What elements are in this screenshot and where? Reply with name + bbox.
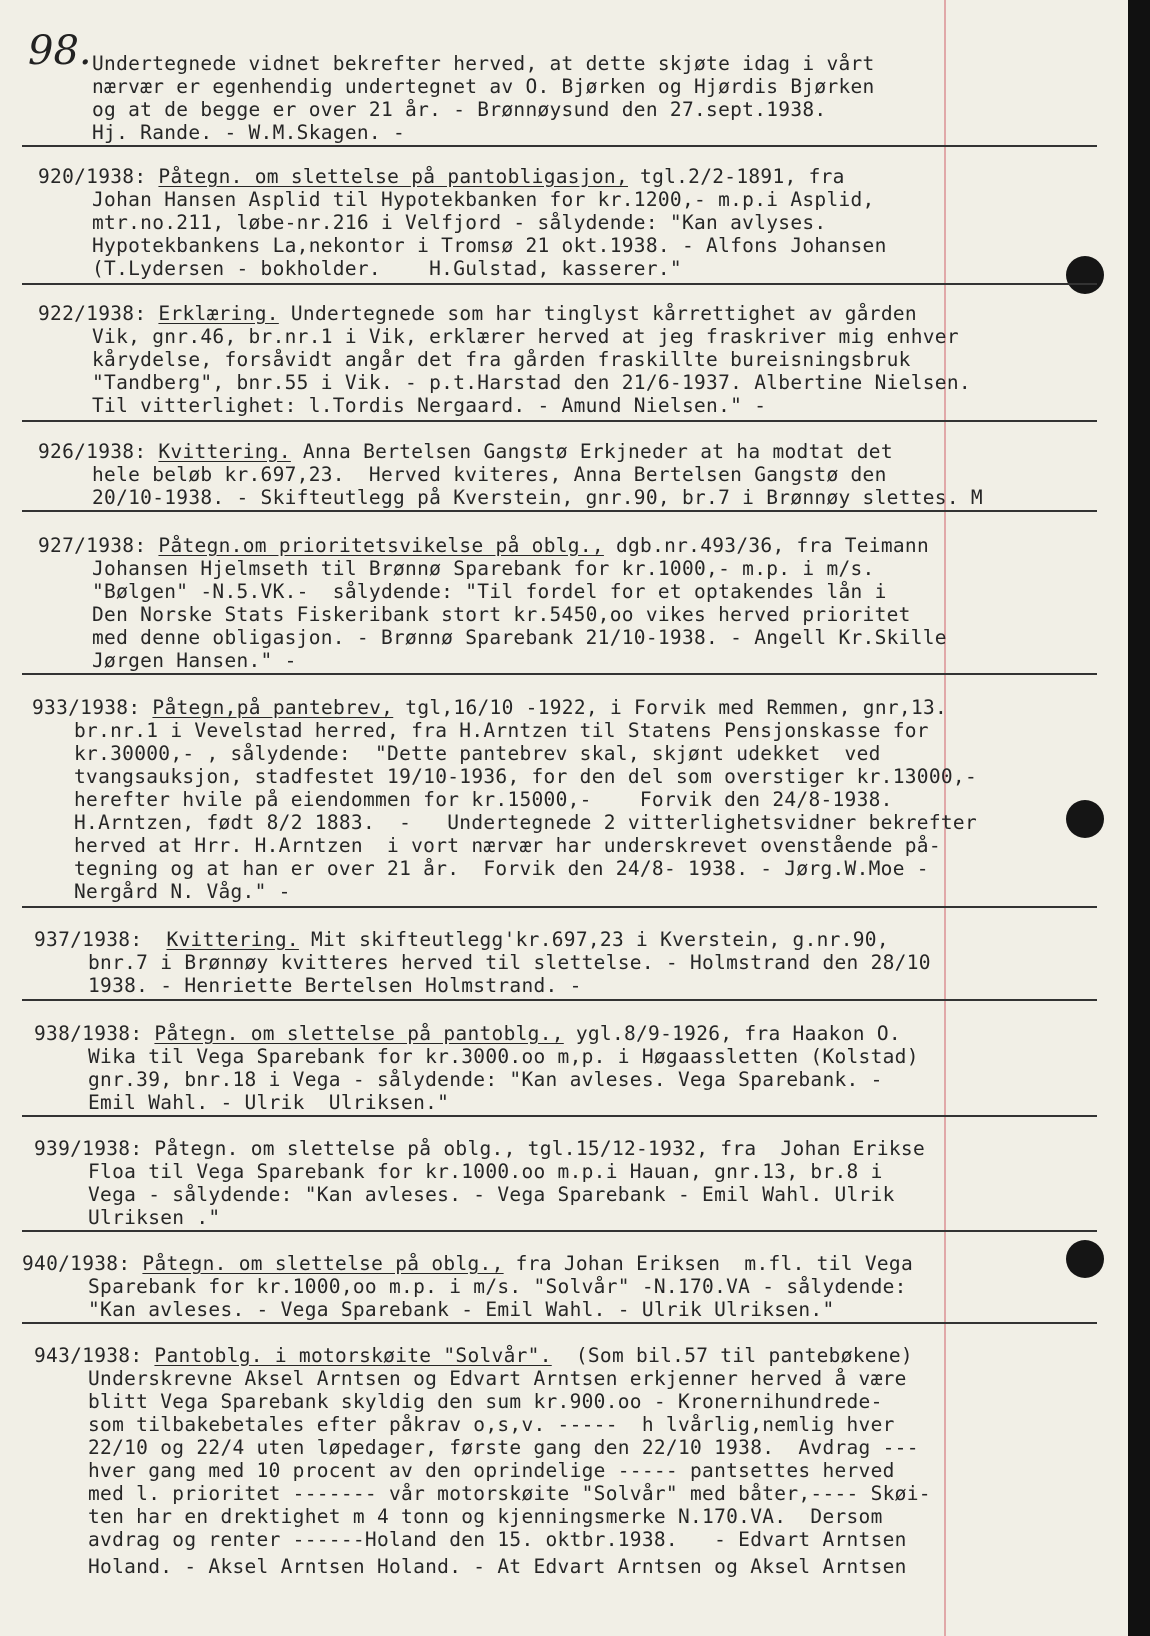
entry-text: Anna Bertelsen Gangstø Erkjneder at ha modtat det (290, 440, 893, 463)
entry-text: Undertegnede som har tinglyst kårrettighet av gården (278, 302, 917, 325)
entry-line: ten har en drektighet m 4 tonn og kjenningsmerke N.170.VA. Dersom (88, 1505, 883, 1528)
entry-line: "Tandberg", bnr.55 i Vik. - p.t.Harstad den 21/6-1937. Albertine Nielsen. (92, 371, 971, 394)
entry-text: Påtegn. om slettelse på oblg., tgl.15/12-1932, fra Johan Erikse (154, 1137, 925, 1160)
header-line: Undertegnede vidnet bekrefter herved, at dette skjøte idag i vårt (92, 52, 875, 75)
divider (22, 145, 1097, 147)
header-line: Hj. Rande. - W.M.Skagen. - (92, 121, 406, 144)
entry-line: Den Norske Stats Fiskeribank stort kr.5450,oo vikes herved prioritet (92, 603, 911, 626)
divider (22, 906, 1097, 908)
punch-hole (1066, 256, 1104, 294)
entry-heading (38, 440, 893, 463)
entry-line: Holand. - Aksel Arntsen Holand. - At Edvart Arntsen og Aksel Arntsen (88, 1555, 907, 1578)
entry-line: Hypotekbankens La,nekontor i Tromsø 21 okt.1938. - Alfons Johansen (92, 234, 887, 257)
entry-line: Vik, gnr.46, br.nr.1 i Vik, erklærer herved at jeg fraskriver mig enhver (92, 325, 959, 348)
entry-heading (34, 1022, 901, 1045)
entry-line: hver gang med 10 procent av den oprindelige ----- pantsettes herved (88, 1459, 895, 1482)
entry-line: Johan Hansen Asplid til Hypotekbanken for kr.1200,- m.p.i Asplid, (92, 188, 875, 211)
entry-number: 920/1938: (38, 165, 147, 188)
entry-line: 20/10-1938. - Skifteutlegg på Kverstein, gnr.90, br.7 i Brønnøy slettes. M (92, 486, 983, 509)
entry-heading (38, 302, 917, 325)
entry-line: Wika til Vega Sparebank for kr.3000.oo m,p. i Høgaassletten (Kolstad) (88, 1045, 919, 1068)
divider (22, 510, 1097, 512)
entry-line: Jørgen Hansen." - (92, 649, 297, 672)
entry-number: 937/1938: (34, 928, 143, 951)
entry-line: tegning og at han er over 21 år. Forvik den 24/8- 1938. - Jørg.W.Moe - (74, 857, 929, 880)
entry-heading (22, 1252, 913, 1275)
divider (22, 999, 1097, 1001)
entry-line: bnr.7 i Brønnøy kvitteres herved til slettelse. - Holmstrand den 28/10 (88, 951, 931, 974)
entry-line: 1938. - Henriette Bertelsen Holmstrand. - (88, 974, 582, 997)
divider (22, 673, 1097, 675)
entry-line: Johansen Hjelmseth til Brønnø Sparebank for kr.1000,- m.p. i m/s. (92, 557, 875, 580)
punch-hole (1066, 1240, 1104, 1278)
entry-number: 927/1938: (38, 534, 147, 557)
entry-title: Kvittering. (166, 928, 299, 951)
entry-line: (T.Lydersen - bokholder. H.Gulstad, kasserer." (92, 257, 682, 280)
entry-line: 22/10 og 22/4 uten løpedager, første gang den 22/10 1938. Avdrag --- (88, 1436, 919, 1459)
entry-text: fra Johan Eriksen m.fl. til Vega (503, 1252, 913, 1275)
entry-heading (34, 1344, 913, 1367)
entry-number: 922/1938: (38, 302, 147, 325)
entry-number: 939/1938: (34, 1137, 143, 1160)
entry-title: Pantoblg. i motorskøite "Solvår". (154, 1344, 552, 1367)
entry-number: 943/1938: (34, 1344, 143, 1367)
entry-heading (38, 534, 929, 557)
entry-line: Vega - sålydende: "Kan avleses. - Vega Sparebank - Emil Wahl. Ulrik (88, 1183, 895, 1206)
divider (22, 1322, 1097, 1324)
entry-title: Påtegn. om slettelse på oblg., (142, 1252, 504, 1275)
entry-title: Erklæring. (158, 302, 279, 325)
entry-line: br.nr.1 i Vevelstad herred, fra H.Arntzen til Statens Pensjonskasse for (74, 719, 929, 742)
entry-line: Floa til Vega Sparebank for kr.1000.oo m.p.i Hauan, gnr.13, br.8 i (88, 1160, 883, 1183)
entry-number: 940/1938: (22, 1252, 131, 1275)
entry-line: mtr.no.211, løbe-nr.216 i Velfjord - sålydende: "Kan avlyses. (92, 211, 827, 234)
entry-number: 926/1938: (38, 440, 147, 463)
entry-text: tgl.2/2-1891, fra (627, 165, 845, 188)
entry-line: herefter hvile på eiendommen for kr.15000,- Forvik den 24/8-1938. (74, 788, 893, 811)
entry-title: Påtegn,på pantebrev, (152, 696, 394, 719)
divider (22, 420, 1097, 422)
entry-line: med denne obligasjon. - Brønnø Sparebank 21/10-1938. - Angell Kr.Skille (92, 626, 947, 649)
entry-line: Sparebank for kr.1000,oo m.p. i m/s. "Solvår" -N.170.VA - sålydende: (88, 1275, 907, 1298)
entry-title: Påtegn.om prioritetsvikelse på oblg., (158, 534, 604, 557)
entry-number: 938/1938: (34, 1022, 143, 1045)
entry-line: avdrag og renter ------Holand den 15. oktbr.1938. - Edvart Arntsen (88, 1528, 907, 1551)
entry-line: "Bølgen" -N.5.VK.- sålydende: "Til fordel for et optakendes lån i (92, 580, 887, 603)
entry-line: Ulriksen ." (88, 1206, 221, 1229)
entry-title: Kvittering. (158, 440, 291, 463)
divider (22, 1115, 1097, 1117)
entry-line: hele beløb kr.697,23. Herved kviteres, Anna Bertelsen Gangstø den (92, 463, 887, 486)
entry-line: med l. prioritet ------- vår motorskøite "Solvår" med båter,---- Skøi- (88, 1482, 931, 1505)
entry-line: "Kan avleses. - Vega Sparebank - Emil Wahl. - Ulrik Ulriksen." (88, 1298, 835, 1321)
entry-heading (34, 1137, 925, 1160)
entry-line: Emil Wahl. - Ulrik Ulriksen." (88, 1091, 450, 1114)
punch-hole (1066, 800, 1104, 838)
entry-text: ygl.8/9-1926, fra Haakon O. (563, 1022, 901, 1045)
entry-line: H.Arntzen, født 8/2 1883. - Undertegnede 2 vitterlighetsvidner bekrefter (74, 811, 977, 834)
entry-heading (38, 165, 845, 188)
entry-text: (Som bil.57 til pantebøkene) (551, 1344, 913, 1367)
entry-line: Nergård N. Våg." - (74, 880, 291, 903)
header-line: nærvær er egenhendig undertegnet av O. Bjørken og Hjørdis Bjørken (92, 75, 875, 98)
entry-heading (32, 696, 947, 719)
folio-number: 98. (28, 28, 92, 74)
entry-text: Mit skifteutlegg'kr.697,23 i Kverstein, g.nr.90, (298, 928, 889, 951)
entry-line: kårydelse, forsåvidt angår det fra gården fraskillte bureisningsbruk (92, 348, 911, 371)
entry-heading (34, 928, 889, 951)
entry-line: Underskrevne Aksel Arntsen og Edvart Arntsen erkjenner herved å være (88, 1367, 907, 1390)
divider (22, 1230, 1097, 1232)
entry-text: tgl,16/10 -1922, i Forvik med Remmen, gnr,13. (393, 696, 948, 719)
divider (22, 283, 1097, 285)
entry-line: blitt Vega Sparebank skyldig den sum kr.900.oo - Kronernihundrede- (88, 1390, 883, 1413)
entry-text: dgb.nr.493/36, fra Teimann (603, 534, 929, 557)
entry-title: Påtegn. om slettelse på pantoblg., (154, 1022, 564, 1045)
entry-line: som tilbakebetales efter påkrav o,s,v. ----- h lvårlig,nemlig hver (88, 1413, 895, 1436)
entry-line: kr.30000,- , sålydende: "Dette pantebrev skal, skjønt udekket ved (74, 742, 881, 765)
header-line: og at de begge er over 21 år. - Brønnøysund den 27.sept.1938. (92, 98, 827, 121)
entry-line: tvangsauksjon, stadfestet 19/10-1936, for den del som overstiger kr.13000,- (74, 765, 977, 788)
entry-line: herved at Hrr. H.Arntzen i vort nærvær har underskrevet ovenstående på- (74, 834, 941, 857)
entry-line: Til vitterlighet: l.Tordis Nergaard. - Amund Nielsen." - (92, 394, 767, 417)
entry-line: gnr.39, bnr.18 i Vega - sålydende: "Kan avleses. Vega Sparebank. - (88, 1068, 883, 1091)
entry-title: Påtegn. om slettelse på pantobligasjon, (158, 165, 628, 188)
entry-number: 933/1938: (32, 696, 141, 719)
